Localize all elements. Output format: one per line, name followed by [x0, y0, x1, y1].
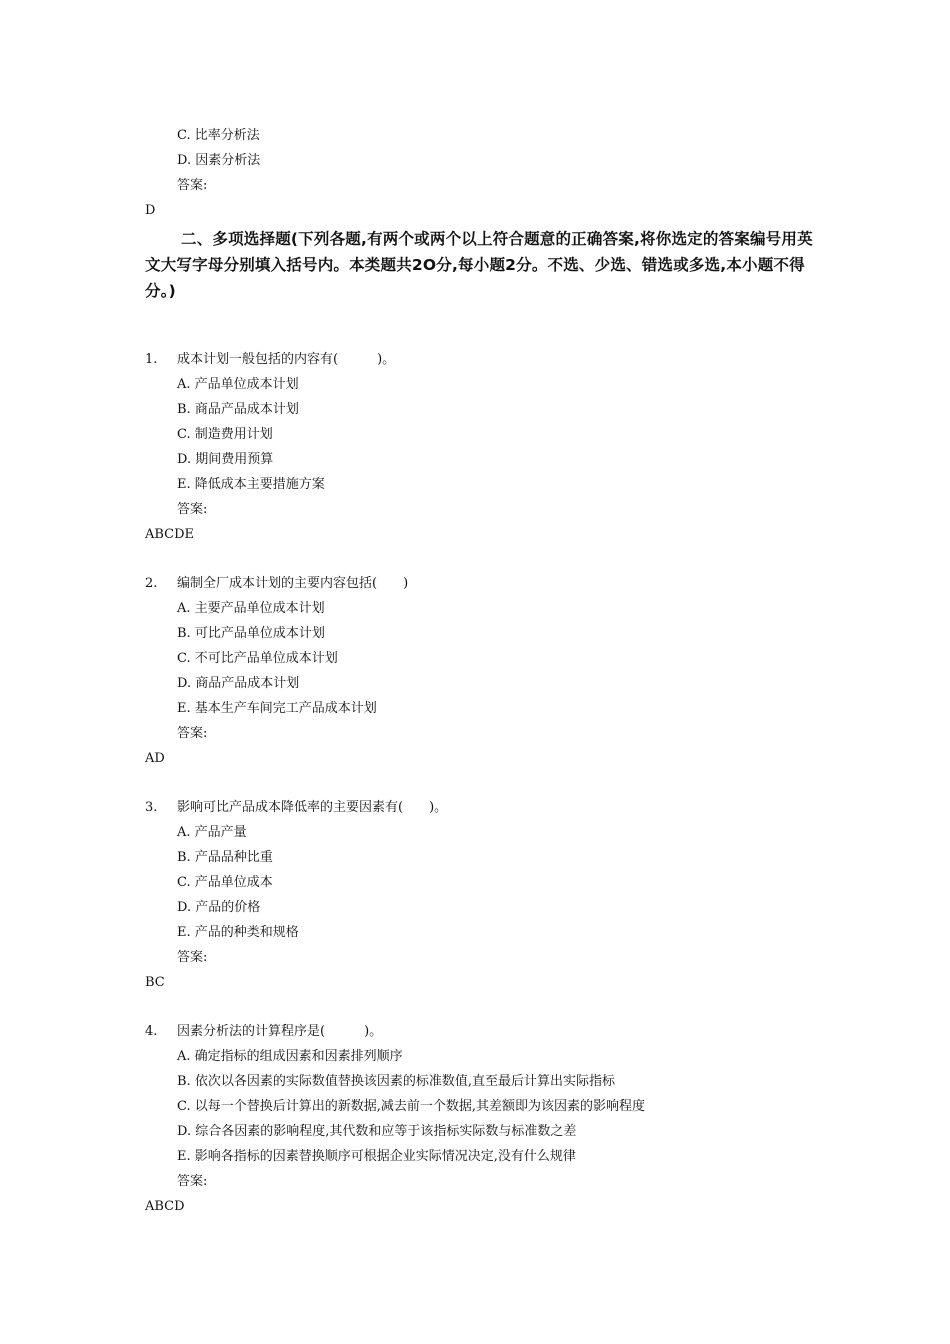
option-b: B. 依次以各因素的实际数值替换该因素的标准数值,直至最后计算出实际指标	[177, 1074, 615, 1089]
option-b: B. 商品产品成本计划	[177, 402, 299, 417]
question-number: 3.	[145, 800, 158, 815]
option-b: B. 产品品种比重	[177, 850, 273, 865]
option-c: C. 不可比产品单位成本计划	[177, 651, 338, 666]
answer-label: 答案:	[177, 950, 208, 965]
question-number: 1.	[145, 352, 158, 367]
option-d: D. 商品产品成本计划	[177, 676, 300, 691]
option-b: B. 可比产品单位成本计划	[177, 626, 325, 641]
option-c: C. 制造费用计划	[177, 427, 273, 442]
option-e: E. 影响各指标的因素替换顺序可根据企业实际情况决定,没有什么规律	[177, 1149, 576, 1164]
answer-label: 答案:	[177, 726, 208, 741]
answer-value: AD	[145, 751, 165, 766]
question-text: 影响可比产品成本降低率的主要因素有( )。	[177, 800, 448, 815]
option-c: C. 比率分析法	[177, 128, 260, 143]
option-d: D. 综合各因素的影响程度,其代数和应等于该指标实际数与标准数之差	[177, 1124, 577, 1139]
option-a: A. 产品单位成本计划	[177, 377, 299, 392]
answer-value: D	[145, 203, 156, 218]
question-text: 成本计划一般包括的内容有( )。	[177, 352, 396, 367]
option-c: C. 产品单位成本	[177, 875, 273, 890]
option-e: E. 降低成本主要措施方案	[177, 477, 325, 492]
option-a: A. 确定指标的组成因素和因素排列顺序	[177, 1049, 403, 1064]
answer-label: 答案:	[177, 502, 208, 517]
question-number: 2.	[145, 576, 158, 591]
option-e: E. 产品的种类和规格	[177, 925, 299, 940]
option-a: A. 产品产量	[177, 825, 247, 840]
section-heading: 二、多项选择题(下列各题,有两个或两个以上符合题意的正确答案,将你选定的答案编号用英文大写字母分别填入括号内。本类题共2O分,每小题2分。不选、少选、错选或多选,本小题不得分。)	[145, 230, 813, 300]
question-text: 编制全厂成本计划的主要内容包括( )	[177, 576, 409, 591]
option-c: C. 以每一个替换后计算出的新数据,减去前一个数据,其差额即为该因素的影响程度	[177, 1099, 646, 1114]
option-d: D. 期间费用预算	[177, 452, 274, 467]
option-d: D. 产品的价格	[177, 900, 261, 915]
answer-label: 答案:	[177, 1174, 208, 1189]
answer-value: ABCD	[145, 1199, 185, 1214]
answer-label: 答案:	[177, 178, 208, 193]
question-text: 因素分析法的计算程序是( )。	[177, 1024, 383, 1039]
option-e: E. 基本生产车间完工产品成本计划	[177, 701, 377, 716]
option-a: A. 主要产品单位成本计划	[177, 601, 325, 616]
option-d: D. 因素分析法	[177, 153, 261, 168]
question-number: 4.	[145, 1024, 158, 1039]
answer-value: ABCDE	[145, 527, 195, 542]
answer-value: BC	[145, 975, 165, 990]
